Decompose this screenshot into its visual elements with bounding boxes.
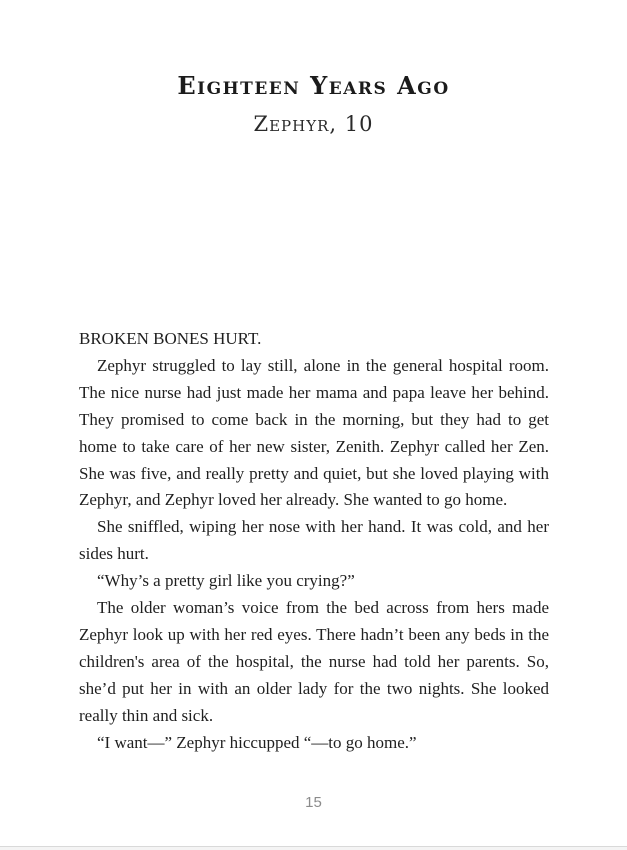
- bottom-bar: [0, 846, 627, 850]
- paragraph: Zephyr struggled to lay still, alone in the general hospital room. The nice nurse had just made her mama and papa leave her behind. They promised to come back in the morning, but they had to get home to take care of her new sister, Zenith. Zephyr called her Zen. She was five, and really pretty and quiet, but she loved playing with Zephyr, and Zephyr loved her already. She wanted to go home.: [79, 355, 549, 510]
- chapter-title: Eighteen Years Ago: [177, 71, 450, 100]
- paragraph: “I want—” Zephyr hiccupped “—to go home.”: [97, 732, 417, 752]
- body-text-block: [79, 326, 549, 757]
- page-number: 15: [305, 794, 322, 811]
- paragraph: The older woman’s voice from the bed across from hers made Zephyr look up with her red eyes. There hadn’t been any beds in the children's area of the hospital, the nurse had told her parents. So, she’d put her in with an older lady for the two nights. She looked really thin and sick.: [79, 598, 549, 725]
- paragraph: She sniffled, wiping her nose with her hand. It was cold, and her sides hurt.: [79, 517, 549, 564]
- chapter-subtitle: Zephyr, 10: [253, 112, 374, 136]
- paragraph: “Why’s a pretty girl like you crying?”: [97, 571, 355, 591]
- paragraph-lead-in: BROKEN BONES HURT.: [79, 329, 262, 348]
- chapter-header: [0, 0, 627, 136]
